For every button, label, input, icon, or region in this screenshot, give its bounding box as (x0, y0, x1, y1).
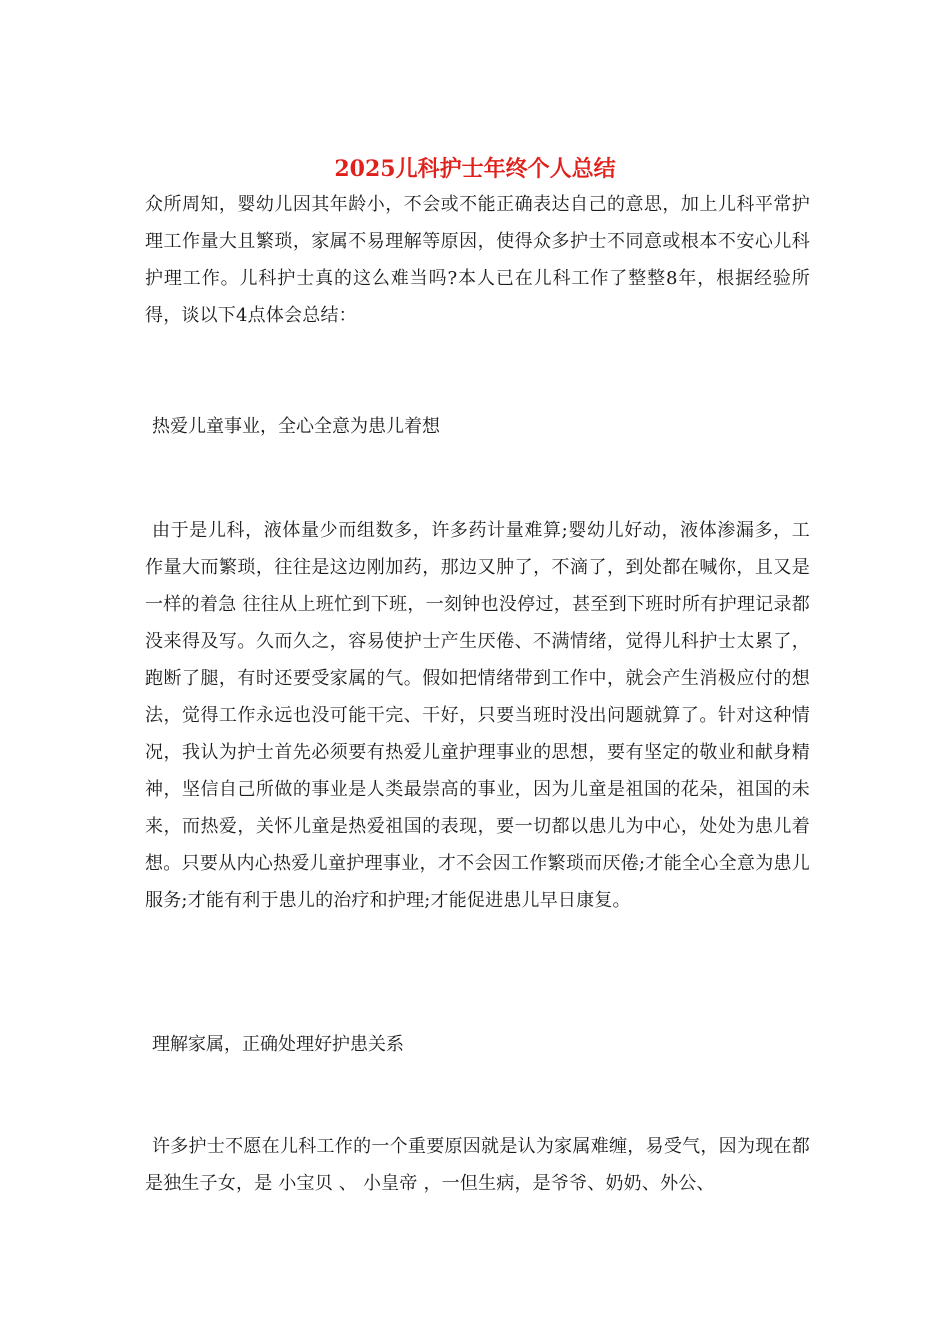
intro-paragraph: 众所周知，婴幼儿因其年龄小，不会或不能正确表达自己的意思，加上儿科平常护理工作量大且繁琐，家属不易理解等原因，使得众多护士不同意或根本不安心儿科护理工作。儿科护士真的这么难当吗?本人已在儿科工作了整整8年，根据经验所得，谈以下4点体会总结： (145, 194, 810, 326)
section-body-1: 由于是儿科，液体量少而组数多，许多药计量难算;婴幼儿好动，液体渗漏多，工作量大而繁琐，往往是这边刚加药，那边又肿了，不滴了，到处都在喊你，且又是一样的着急 往往从上班忙到下班，一刻钟也没停过，甚至到下班时所有护理记录都没来得及写。久而久之，容易使护士产生厌倦、不满情绪，觉得儿科护士太累了，跑断了腿，有时还要受家属的气。假如把情绪带到工作中，就会产生消极应付的想法，觉得工作永远也没可能干完、干好，只要当班时没出问题就算了。针对这种情况，我认为护士首先必须要有热爱儿童护理事业的思想，要有坚定的敬业和献身精神，坚信自己所做的事业是人类最崇高的事业，因为儿童是祖国的花朵，祖国的未来，而热爱，关怀儿童是热爱祖国的表现，要一切都以患儿为中心，处处为患儿着想。只要从内心热爱儿童护理事业，才不会因工作繁琐而厌倦;才能全心全意为患儿服务;才能有利于患儿的治疗和护理;才能促进患儿早日康复。 (145, 520, 810, 911)
document-title: 2025儿科护士年终个人总结 (334, 156, 616, 182)
section-heading-2: 理解家属，正确处理好护患关系 (152, 1034, 404, 1055)
section-body-2: 许多护士不愿在儿科工作的一个重要原因就是认为家属难缠，易受气，因为现在都是独生子女，是 小宝贝 、 小皇帝 ，一但生病，是爷爷、奶奶、外公、 (145, 1136, 810, 1194)
section-heading-1: 热爱儿童事业，全心全意为患儿着想 (152, 416, 440, 437)
